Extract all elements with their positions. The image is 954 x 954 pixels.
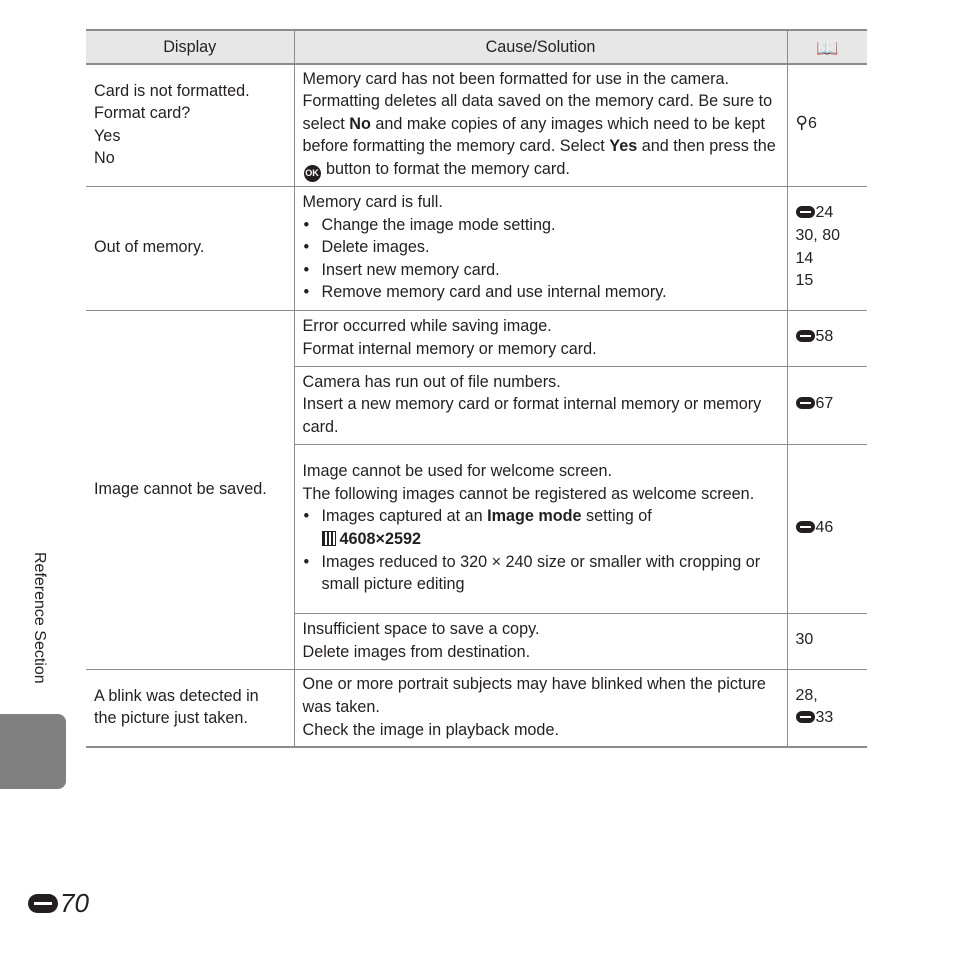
section-tab bbox=[0, 714, 66, 789]
bullet-item: • Delete images. bbox=[303, 236, 779, 259]
cause-cell bbox=[294, 444, 787, 613]
reference-page: 6 bbox=[807, 115, 817, 133]
cause-bold: No bbox=[349, 114, 371, 133]
table-row bbox=[86, 186, 867, 310]
cause-text: The following images cannot be registered as welcome screen. bbox=[302, 484, 755, 503]
table-row bbox=[86, 64, 867, 186]
bullet-text: setting of bbox=[581, 507, 652, 526]
reference-page: 67 bbox=[815, 395, 834, 413]
cause-text: and make copies of any images which need to be kept before formatting the memory card. Select bbox=[302, 114, 766, 156]
page-number-value: 70 bbox=[60, 888, 89, 918]
cause-text: Camera has run out of file numbers. bbox=[302, 372, 561, 391]
cause-cell bbox=[294, 64, 787, 186]
cause-text: Memory card has not been formatted for use in the camera. Formatting deletes all data saved on the memory card. Be sure to select bbox=[302, 69, 773, 133]
cause-text: One or more portrait subjects may have blinked when the picture was taken. bbox=[302, 675, 766, 716]
reference-cell bbox=[787, 444, 867, 613]
reference-page: 30, 80 bbox=[795, 226, 840, 244]
cause-bold: Yes bbox=[609, 137, 638, 156]
e-section-icon bbox=[796, 397, 815, 409]
cause-text: Error occurred while saving image. bbox=[302, 316, 552, 335]
reference-page: 58 bbox=[815, 328, 834, 346]
bullet-item: • Remove memory card and use internal memory. bbox=[303, 281, 779, 304]
cause-text: Insert a new memory card or format internal memory or memory card. bbox=[302, 395, 762, 436]
display-cell: A blink was detected in the picture just taken. bbox=[86, 669, 294, 747]
bullet-item: • Change the image mode setting. bbox=[303, 214, 779, 237]
display-line: Card is not formatted. bbox=[94, 81, 250, 100]
reference-cell: 30 bbox=[787, 613, 867, 669]
display-line: Yes bbox=[94, 126, 121, 145]
book-icon: 📖 bbox=[816, 37, 839, 58]
image-mode-value: 4608×2592 bbox=[339, 530, 421, 548]
header-reference bbox=[787, 30, 867, 64]
display-cell: Out of memory. bbox=[86, 186, 294, 310]
cause-text: Check the image in playback mode. bbox=[302, 720, 559, 739]
reference-page: 33 bbox=[815, 709, 834, 727]
display-line: Format card? bbox=[94, 104, 191, 123]
reference-page: 14 bbox=[795, 249, 814, 267]
page-number bbox=[28, 888, 89, 919]
cause-text: Format internal memory or memory card. bbox=[302, 339, 597, 358]
reference-cell bbox=[787, 64, 867, 186]
cause-text: Image cannot be used for welcome screen. bbox=[302, 462, 613, 481]
bullet-item bbox=[303, 505, 779, 550]
table-header-row bbox=[86, 30, 867, 64]
cause-text: Memory card is full. bbox=[302, 193, 443, 212]
display-cell bbox=[86, 64, 294, 186]
reference-page: 46 bbox=[815, 518, 834, 536]
display-cell: Image cannot be saved. bbox=[86, 310, 294, 669]
error-message-table bbox=[86, 29, 867, 748]
cause-cell bbox=[294, 310, 787, 366]
reference-page: 15 bbox=[795, 272, 814, 290]
cause-text: Insufficient space to save a copy. bbox=[302, 619, 540, 638]
image-mode-icon bbox=[322, 531, 336, 546]
e-section-icon bbox=[796, 521, 815, 533]
cause-cell bbox=[294, 613, 787, 669]
e-section-icon bbox=[28, 894, 58, 913]
ok-button-icon: OK bbox=[304, 165, 321, 182]
reference-cell bbox=[787, 366, 867, 444]
table-row bbox=[86, 669, 867, 747]
reference-page: 24 bbox=[815, 204, 834, 222]
bullet-item: • Images reduced to 320 × 240 size or smaller with cropping or small picture editing bbox=[303, 551, 779, 596]
e-section-icon bbox=[796, 330, 815, 342]
e-section-icon bbox=[796, 206, 815, 218]
tip-icon: ⚲ bbox=[795, 113, 808, 133]
cause-text: Delete images from destination. bbox=[302, 642, 531, 661]
cause-text: and then press the bbox=[637, 137, 776, 156]
bullet-bold: Image mode bbox=[487, 507, 582, 526]
reference-cell bbox=[787, 669, 867, 747]
table-row bbox=[86, 310, 867, 366]
cause-cell bbox=[294, 366, 787, 444]
reference-page: 28, bbox=[795, 686, 818, 704]
cause-cell bbox=[294, 669, 787, 747]
header-cause-solution: Cause/Solution bbox=[294, 30, 787, 64]
reference-cell bbox=[787, 186, 867, 310]
cause-cell bbox=[294, 186, 787, 310]
display-line: No bbox=[94, 149, 115, 168]
reference-cell bbox=[787, 310, 867, 366]
bullet-item: • Insert new memory card. bbox=[303, 259, 779, 282]
header-display: Display bbox=[86, 30, 294, 64]
bullet-text: Images captured at an bbox=[321, 507, 488, 526]
cause-text: button to format the memory card. bbox=[321, 159, 570, 178]
e-section-icon bbox=[796, 711, 815, 723]
section-tab-label: Reference Section bbox=[31, 552, 48, 684]
